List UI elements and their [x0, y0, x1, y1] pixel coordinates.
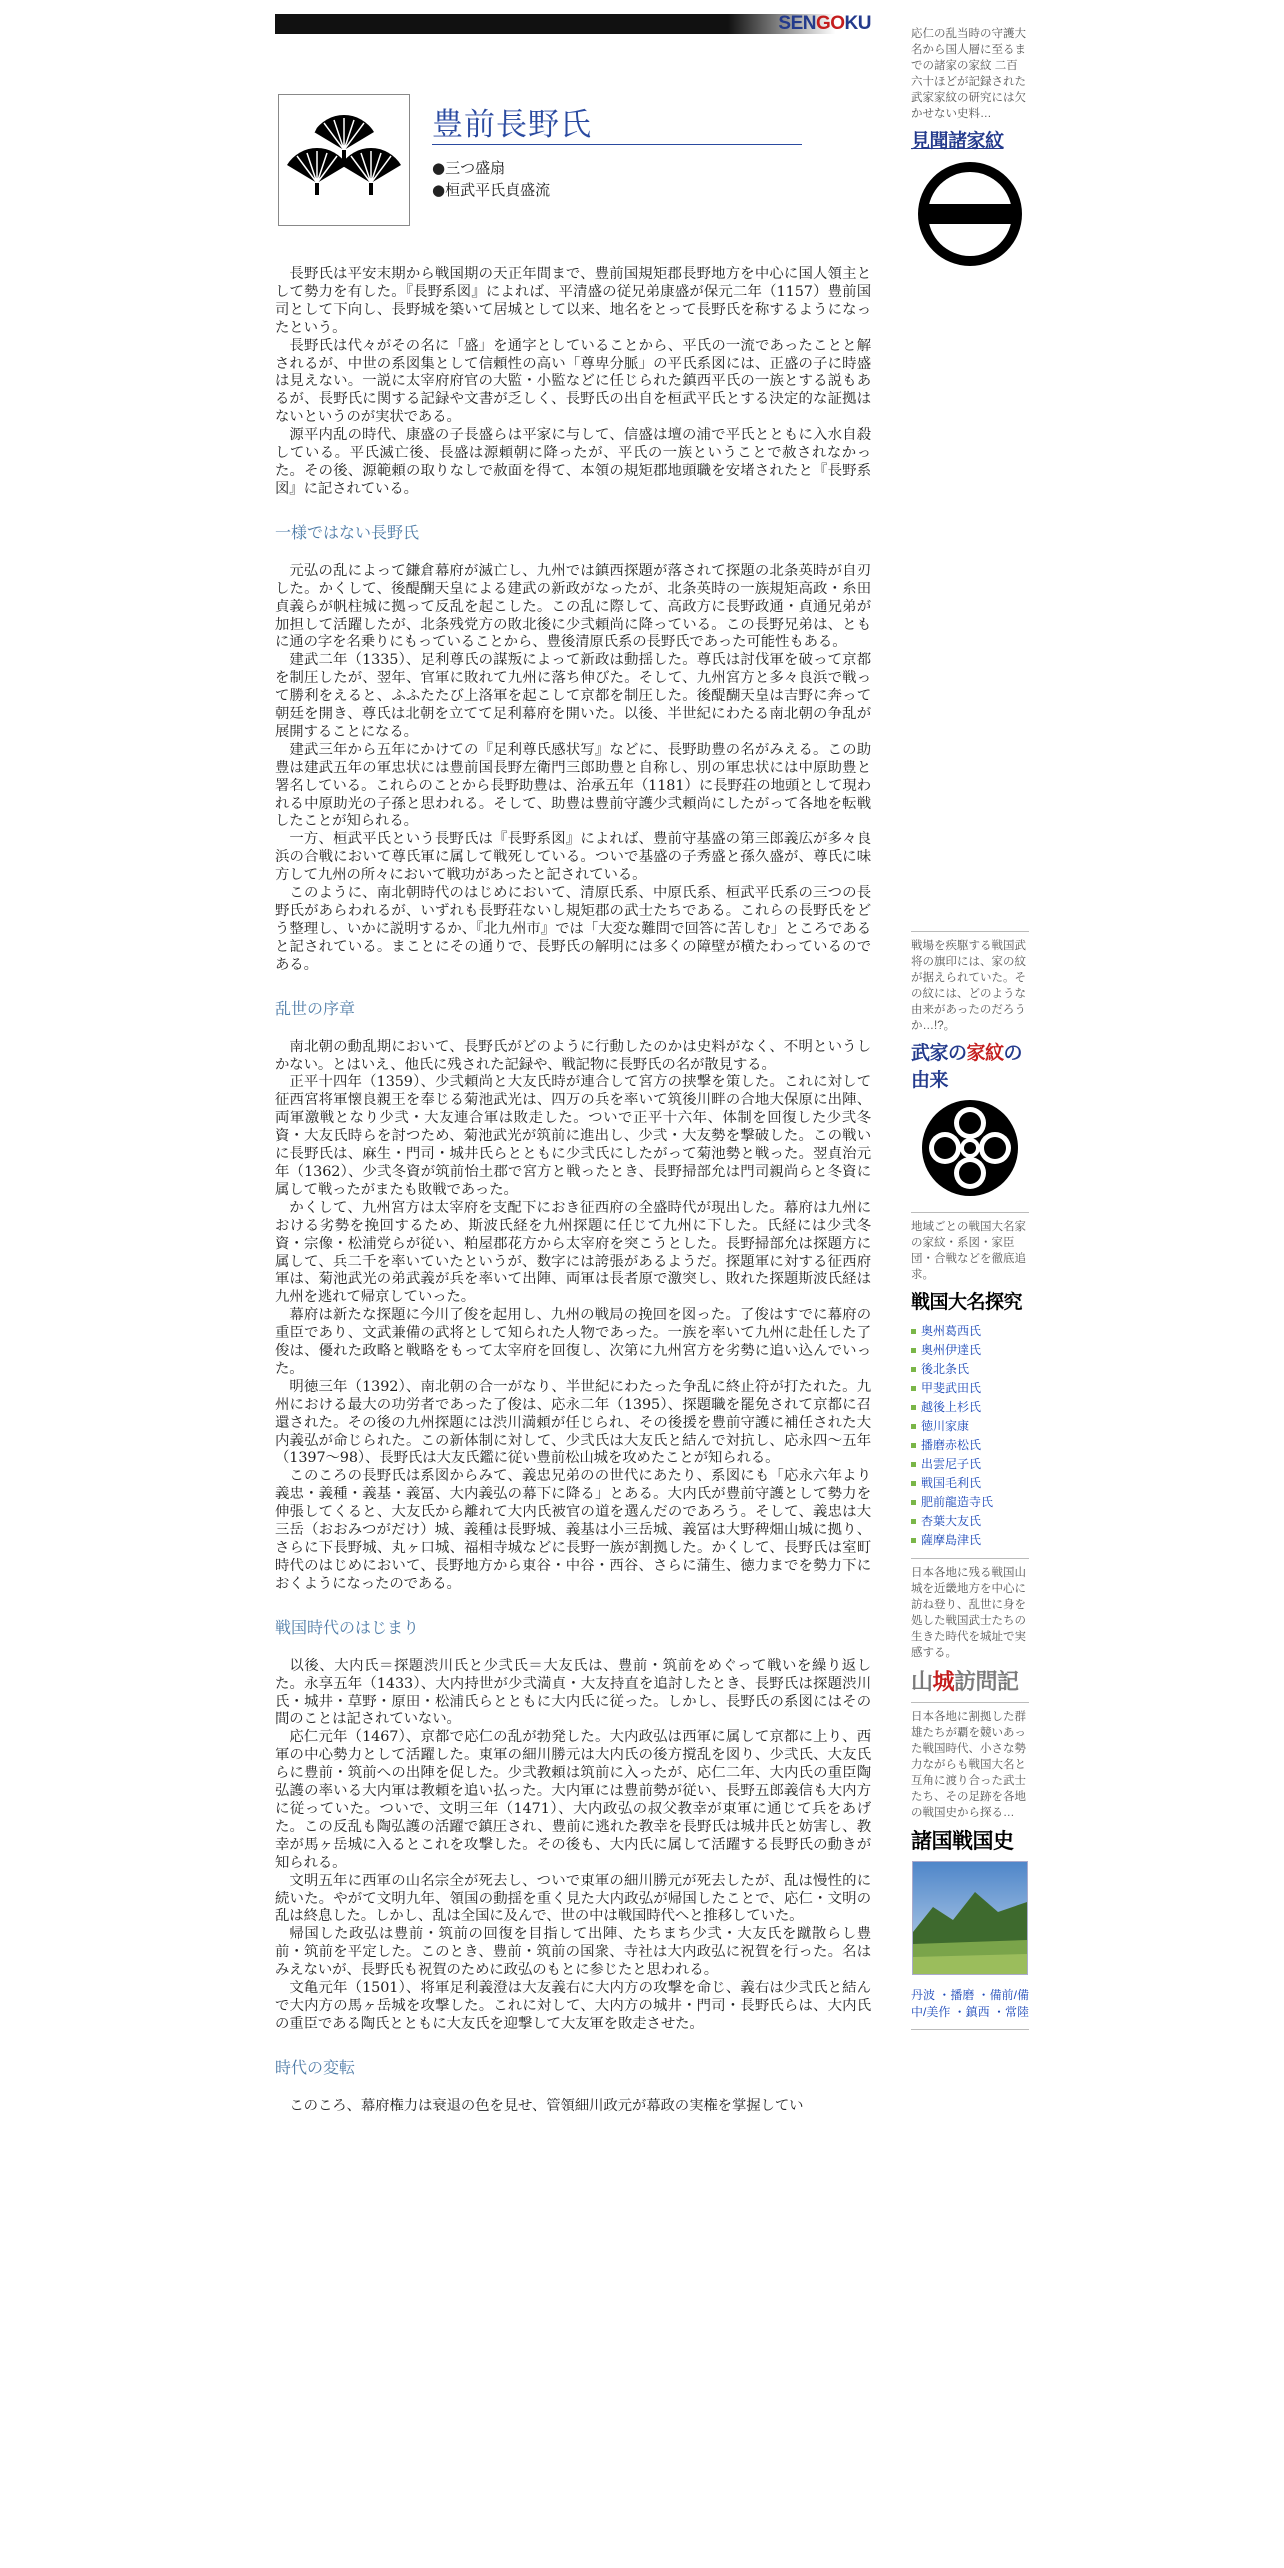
daimyo-link[interactable]: 薩摩島津氏 — [911, 1531, 1029, 1550]
sidebar-yamashiro[interactable] — [911, 1558, 1029, 1696]
section-heading: 戦国時代のはじまり — [275, 1617, 420, 1637]
kamon-title-part1: 武家の — [911, 1043, 967, 1064]
sidebar-daimyo — [911, 1212, 1029, 1550]
daimyo-link[interactable]: 戦国毛利氏 — [911, 1474, 1029, 1493]
paragraph: 建武三年から五年にかけての『足利尊氏感状写』などに、長野助豊の名がみえる。この助豊は建武五年の軍忠状には豊前国長野左衛門三郎助豊と自称し、別の軍忠状には中原助豊と署名している。これらのことから長野助豊は、治承五年（1181）に長野荘の地頭として現われる中原助光の子孫と思われる。そして、助豊は豊前守護少弐頼尚にしたがって各地を転戦したことが知られる。 — [275, 741, 871, 830]
section-heading: 時代の変転 — [275, 2057, 356, 2077]
daimyo-link[interactable]: 奥州葛西氏 — [911, 1322, 1029, 1341]
paragraph: 以後、大内氏＝探題渋川氏と少弐氏＝大友氏は、豊前・筑前をめぐって戦いを繰り返した。永享五年（1433）、大内持世が少弐満貞・大友持直を追討したとき、長野氏は探題渋川氏・城井・草野・原田・松浦氏らとともに大内氏に従った。しかし、長野氏の系図にはその間のことは記されていない。 — [275, 1657, 871, 1728]
daimyo-list — [911, 1322, 1029, 1550]
sidebar-shokoku — [911, 1702, 1029, 2030]
kamon-description: 戦場を疾駆する戦国武将の旗印には、家の紋が据えられていた。その紋には、どのような由来があったのだろうか…!?。 — [911, 940, 1026, 1032]
daimyo-link[interactable]: 甲斐武田氏 — [911, 1379, 1029, 1398]
shokoku-title[interactable]: 諸国戦国史 — [911, 1830, 1014, 1853]
mountain-landscape-photo[interactable] — [912, 1861, 1028, 1975]
paragraph: このように、南北朝時代のはじめにおいて、清原氏系、中原氏系、桓武平氏系の三つの長野氏があらわれるが、いずれも長野荘ないし規矩郡の武士たちである。これらの長野氏をどう整理し、いかに説明するか、『北九州市』では「大変な難問で回答に苦しむ」ところであると記されている。まことにその通りで、長野氏の解明には多くの障壁が横たわっているのである。 — [275, 885, 871, 973]
paragraph: かくして、九州宮方は太宰府を支配下におき征西府の全盛時代が現出した。幕府は九州における劣勢を挽回するため、斯波氏経を九州探題に任じて九州に下した。氏経には少弐冬資・宗像・松浦党らが従い、粕屋郡花方から太宰府を突こうとした。長野掃部允は探題方に属して、兵二千を率いていたというが、数字には誇張があるようだ。探題軍に対する征西府軍は、菊池武光の弟武義が兵を率いて出陣、両軍は長者原で激突し、敗れた探題斯波氏経は九州を逃れて帰京していった。 — [275, 1199, 871, 1306]
daimyo-link[interactable]: 徳川家康 — [911, 1417, 1029, 1436]
daimyo-title[interactable]: 戦国大名探究 — [911, 1292, 1023, 1313]
paragraph: 源平内乱の時代、康盛の子長盛らは平家に与して、信盛は壇の浦で平氏とともに入水自殺している。平氏滅亡後、長盛は源頼朝に降ったが、平氏の一族ということで赦されなかった。その後、源範頼の取りなしで赦面を得て、本領の規矩郡地頭職を安堵されたと『長野系図』に記されている。 — [275, 427, 871, 497]
paragraph: 南北朝の動乱期において、長野氏がどのように行動したのかは史料がなく、不明というしかない。とはいえ、他氏に残された記録や、戦記物に長野氏の名が散見する。 — [275, 1038, 871, 1073]
logo-text-sen: SEN — [778, 13, 816, 34]
kamon-title-part3: の由来 — [911, 1043, 1023, 1091]
yamashiro-title-link[interactable] — [911, 1665, 1029, 1696]
paragraph: このころ、幕府権力は衰退の色を見せ、管領細川政元が幕政の実権を掌握してい — [289, 2097, 804, 2114]
logo-text-go: GO — [815, 13, 845, 34]
paragraph: 元弘の乱によって鎌倉幕府が滅亡し、九州では鎮西探題が落されて探題の北条英時が自刃した。かくして、後醍醐天皇による建武の新政がなったが、北条英時の一族規矩高政・糸田貞義らが帆柱城に拠って反乱を起こした。この乱に際して、高政方に長野政通・貞通兄弟が加担して活躍したが、北条残党方の敗北後に少弐頼尚に降っている。この長野兄弟は、ともに通の字を名乗りにもっていることから、豊後清原氏系の長野氏であった可能性もある。 — [275, 562, 871, 651]
daimyo-description: 地域ごとの戦国大名家の家紋・系図・家臣団・合戦などを徹底追求。 — [911, 1221, 1026, 1281]
sidebar-kamon[interactable] — [911, 931, 1029, 1212]
site-logo[interactable] — [778, 14, 871, 34]
kamon-title-part2: 家紋 — [966, 1043, 1004, 1064]
kenbun-title-link[interactable]: 見聞諸家紋 — [911, 131, 1004, 152]
daimyo-link[interactable]: 出雲尼子氏 — [911, 1455, 1029, 1474]
daimyo-link[interactable]: 越後上杉氏 — [911, 1398, 1029, 1417]
kenbun-description: 応仁の乱当時の守護大名から国人層に至るまでの諸家の家紋 二百六十ほどが記録された武家家紋の研究には欠かせない史料… — [911, 28, 1026, 120]
daimyo-link[interactable]: 播磨赤松氏 — [911, 1436, 1029, 1455]
daimyo-link[interactable]: 肥前龍造寺氏 — [911, 1493, 1029, 1512]
logo-text-ku: KU — [844, 13, 871, 34]
title-underline — [432, 144, 802, 145]
yamashiro-title-part1: 山 — [911, 1669, 933, 1694]
daimyo-link[interactable]: 杏葉大友氏 — [911, 1512, 1029, 1531]
paragraph: 幕府は新たな探題に今川了俊を起用し、九州の戦局の挽回を図った。了俊はすでに幕府の重臣であり、文武兼備の武将として知られた人物であった。一族を率いて九州に赴任した了俊は、優れた政略と戦略をもって太宰府を回復し、次第に九州宮方を劣勢に追い込んでいった。 — [275, 1307, 871, 1377]
paragraph: 帰国した政弘は豊前・筑前の回復を目指して出陣、たちまち少弐・大友氏を蹴散らし豊前・筑前を平定した。このとき、豊前・筑前の国衆、寺社は大内政弘に祝賀を行った。名はみえないが、長野氏も祝賀のために政弘のもとに参じたと思われる。 — [275, 1926, 871, 1979]
section-heading: 乱世の序章 — [275, 998, 356, 1018]
paragraph: 文明五年に西軍の山名宗全が死去し、ついで東軍の細川勝元が死去したが、乱は慢性的に続いた。やがて文明九年、領国の動揺を重く見た大内政弘が帰国したことで、応仁・文明の乱は終息した。しかし、乱は全国に及んで、世の中は戦国時代へと推移していた。 — [275, 1872, 871, 1925]
yamashiro-title-part2: 城 — [932, 1669, 955, 1694]
family-crest-image — [278, 94, 410, 226]
shokoku-region-links[interactable]: 丹波 ・播磨 ・備前/備中/美作 ・鎮西 ・常陸 — [911, 1988, 1030, 2019]
header-bar — [275, 14, 871, 34]
article-body — [275, 266, 871, 2116]
daimyo-link[interactable]: 奥州伊達氏 — [911, 1341, 1029, 1360]
sidebar — [911, 14, 1029, 2030]
yamashiro-title-part3: 訪問記 — [954, 1669, 1019, 1694]
crest-name: ●三つ盛扇 — [432, 159, 506, 177]
yamashiro-description: 日本各地に残る戦国山城を近畿地方を中心に訪ね登り、乱世に身を処した戦国武士たちの生きた時代を城址で実感する。 — [911, 1567, 1026, 1659]
paragraph: 正平十四年（1359）、少弐頼尚と大友氏時が連合して宮方の挟撃を策した。これに対して征西宮将軍懐良親王を奉じる菊池武光は、四万の兵を率いて筑後川畔の合地大保原に出陣、両軍激戦となり少弐・大友連合軍は敗走した。ついで正平十六年、体制を回復した少弐冬資・大友氏時らを討つため、菊池武光が筑前に進出し、少弐・大友勢を撃破した。この戦いに長野氏は、麻生・門司・城井氏らとともに少弐氏にしたがって菊池勢と戦った。翌貞治元年（1362）、少弐冬資が筑前怡土郡で宮方と戦ったとき、長野掃部允は門司親尚らと冬資に属して戦ったがまたも敗戦であった。 — [275, 1074, 871, 1198]
paragraph: 一方、桓武平氏という長野氏は『長野系図』によれば、豊前守基盛の第三郎義広が多々良浜の合戦において尊氏軍に属して戦死している。ついで基盛の子秀盛と孫久盛が、尊氏に味方して九州の所々において戦功があったと記されている。 — [275, 831, 871, 884]
page-title: 豊前長野氏 — [432, 107, 592, 143]
paragraph: 長野氏は平安末期から戦国期の天正年間まで、豊前国規矩郡長野地方を中心に国人領主として勢力を有した。『長野系図』によれば、平清盛の従兄弟康盛が保元二年（1157）豊前国司として下向し、長野城を築いて居城として以来、地名をとって長野氏を称するようになったという。 — [275, 266, 871, 336]
paragraph: 建武二年（1335）、足利尊氏の謀叛によって新政は動揺した。尊氏は討伐軍を破って京都を制圧したが、翌年、官軍に敗れて九州に落ち伸びた。そして、九州宮方と多々良浜で戦って勝利をえると、ふふたたび上洛軍を起こして京都を制圧した。後醍醐天皇は吉野に奔って朝廷を開き、尊氏は北朝を立てて足利幕府を開いた。以後、半世紀にわたる南北朝の争乱が展開することになる。 — [275, 652, 871, 740]
kamon-title-link[interactable] — [911, 1038, 1029, 1092]
sidebar-kenbun[interactable] — [911, 14, 1029, 283]
paragraph: 応仁元年（1467）、京都で応仁の乱が勃発した。大内政弘は西軍に属して京都に上り、西軍の中心勢力として活躍した。東軍の細川勝元は大内氏の後方撹乱を図り、少弐氏、大友氏らに豊前・筑前への出陣を促した。少弐教頼は筑前に入ったが、応仁二年、大内氏の重臣陶弘護の率いる大内軍は教頼を追い払った。大内軍には豊前勢が従い、長野五郎義信も大内方に従っていた。ついで、文明三年（1471）、大内政弘の叔父教幸が東軍に通じて兵をあげた。この反乱も陶弘護の活躍で鎮圧され、豊前に逃れた教幸を長野氏は城井氏と妨害し、教幸が馬ヶ岳城に入るとこれを攻撃した。その後も、大内氏に属して活躍する長野氏の動きが知られる。 — [275, 1729, 871, 1871]
maru-ni-ichi-crest-icon[interactable] — [915, 159, 1025, 269]
shokoku-description: 日本各地に割拠した群雄たちが覇を競いあった戦国時代、小さな勢力ながらも戦国大名と互角に渡り合った武士たち、その足跡を各地の戦国史から探る… — [911, 1711, 1026, 1819]
crest-info — [432, 157, 550, 201]
daimyo-link[interactable]: 後北条氏 — [911, 1360, 1029, 1379]
paragraph: 明徳三年（1392）、南北朝の合一がなり、半世紀にわたった争乱に終止符が打たれた。九州における最大の功労者であった了俊は、応永二年（1395）、探題職を罷免されて京都に召還された。その後の九州探題には渋川満頼が任じられ、その後援を豊前守護に補任された大内義弘が命じられた。この新体制に対して、少弐氏は大友氏と結んで対抗し、応永四～五年（1397～98）、長野氏は大友氏鑑に従い豊前松山城を攻めたことが知られる。 — [275, 1378, 871, 1467]
paragraph: 長野氏は代々がその名に「盛」を通字としていることから、平氏の一流であったことと解されるが、中世の系図集として信頼性の高い「尊卑分脈」の平氏系図には、正盛の子に時盛は見えない。一説に太宰府府官の大監・小監などに任じられた鎮西平氏の一族とする説もあるが、長野氏に関する記録や文書が乏しく、長野氏の出自を桓武平氏とする決定的な証拠はないというのが実状である。 — [275, 337, 871, 426]
three-fans-crest-icon — [279, 95, 409, 225]
mokko-crest-icon[interactable] — [920, 1098, 1020, 1198]
paragraph: 文亀元年（1501）、将軍足利義澄は大友義右に大内方の攻撃を命じ、義右は少弐氏と結んで大内方の馬ヶ岳城を攻撃した。これに対して、大内方の城井・門司・長野氏らは、大内氏の重臣である陶氏とともに大友氏を迎撃して大友軍を敗走させた。 — [275, 1980, 871, 2032]
section-heading: 一様ではない長野氏 — [275, 522, 420, 542]
paragraph: このころの長野氏は系図からみて、義忠兄弟のの世代にあたり、系図にも「応永六年より義忠・義種・義基・義冨、大内義弘の幕下に降る」とある。大内氏が豊前守護として勢力を伸張してくると、大友氏から離れて大内氏被官の道を選んだのであろう。そして、義忠は大三岳（おおみつがだけ）城、義種は長野城、義基は小三岳城、義冨は大野稗畑山城に拠り、さらに下長野城、丸ヶ口城、福相寺城などに長野一族が割拠した。かくして、長野氏は室町時代のはじめにおいて、長野地方から東谷・中谷・西谷、さらに蒲生、徳力までを勢力下におくようになったのである。 — [275, 1468, 871, 1592]
clan-lineage: ●桓武平氏貞盛流 — [432, 181, 551, 199]
main-column — [275, 13, 871, 2114]
